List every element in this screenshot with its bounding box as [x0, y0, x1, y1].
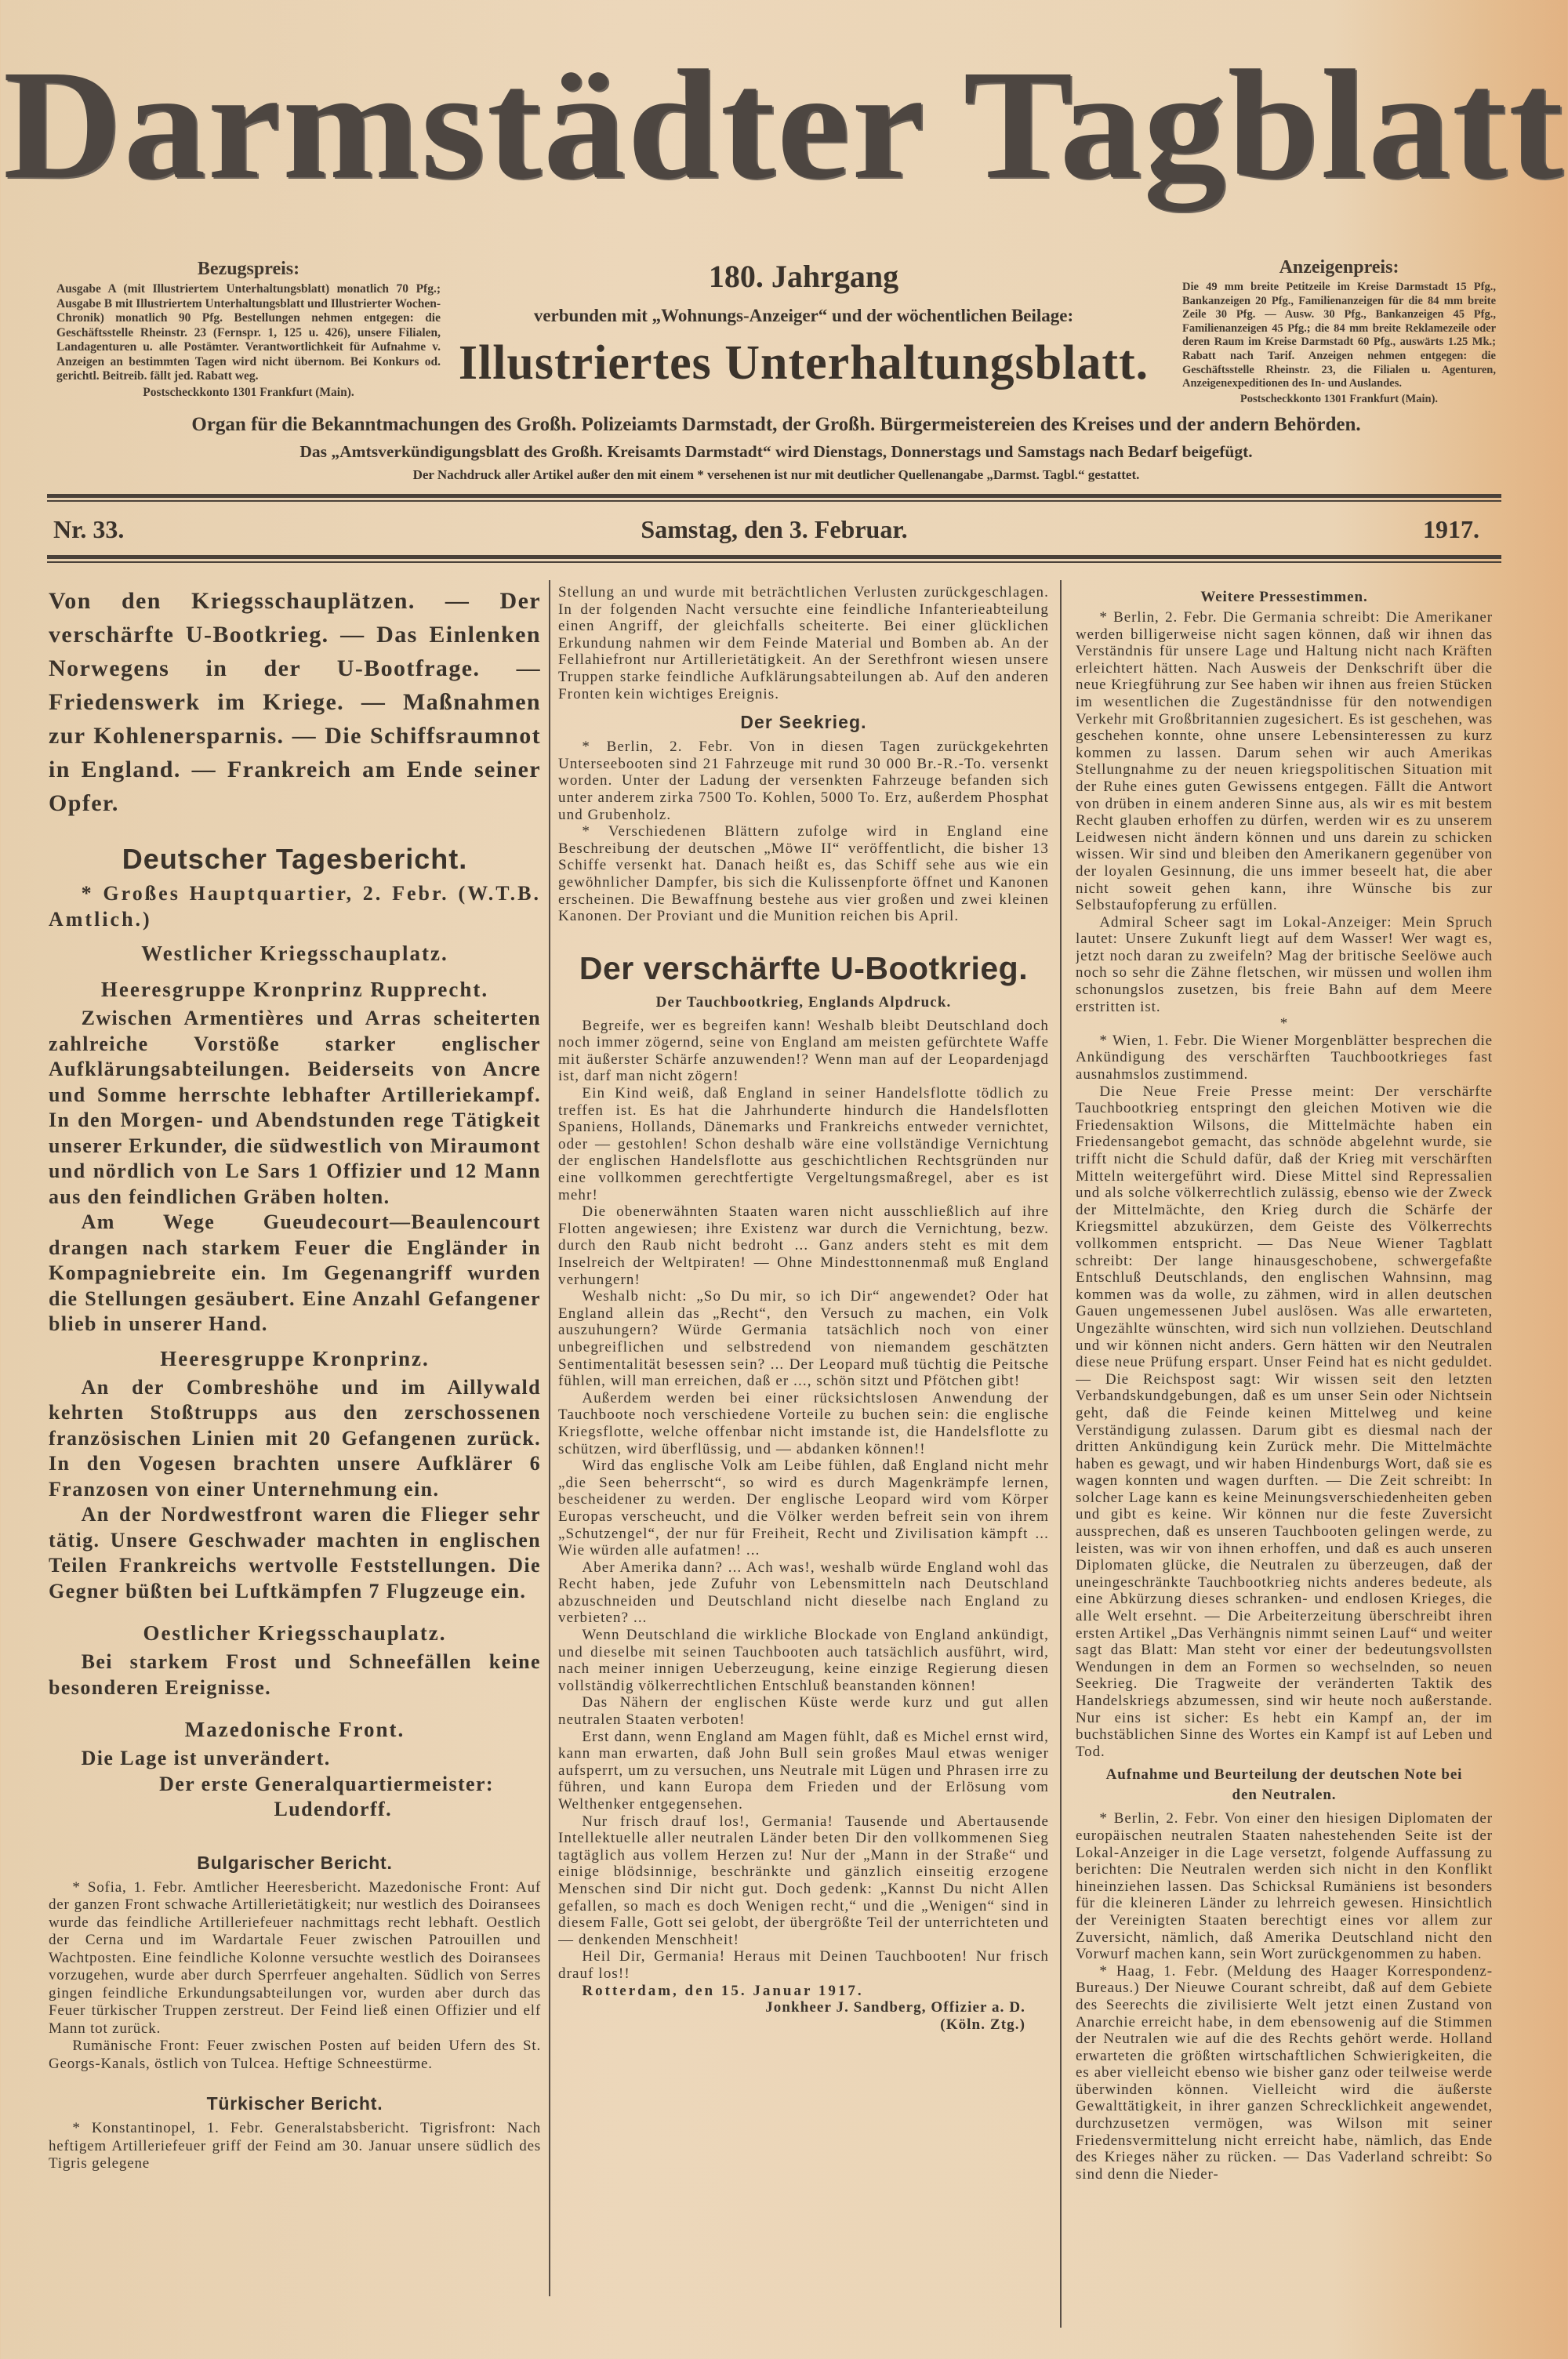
section-heading: Weitere Pressestimmen.: [1200, 589, 1368, 605]
paragraph: Admiral Scheer sagt im Lokal-Anzeiger: Mein Spruch lautet: Unsere Zukunft liegt auf dem Wasser! Wer wagt es, jetzt noch daran zu zweifeln? Mag der britische Seelöwe auch noch so sehr die Zähne fletschen, wir müssen und wollen ihm schonungslos zusetzen, bis freie Bahn auf dem Meere erstritten ist.: [1076, 913, 1493, 1015]
column-divider: [549, 580, 550, 2296]
advertising-heading: Anzeigenpreis:: [1279, 257, 1399, 278]
column-2: [558, 584, 1049, 2343]
paragraph: Erst dann, wenn England am Magen fühlt, daß es Michel ernst wird, kann man erwarten, daß John Bull sein großes Maul etwas weniger aufsperrt, um zu versuchen, uns Neutrale mit Lügen und Phrasen irre zu führen, und kann Europa dem Frieden und der Erlösung vom Welthenker entgegensehen.: [558, 1728, 1049, 1813]
newspaper-title: Darmstädter Tagblatt: [2, 38, 1566, 212]
issue-number: Nr. 33.: [53, 515, 125, 543]
section-heading: Westlicher Kriegsschauplatz.: [141, 942, 448, 965]
article-headline: Deutscher Tagesbericht.: [122, 843, 468, 875]
official-gazette-line: Das „Amtsverkündigungsblatt des Großh. Kreisamts Darmstadt“ wird Dienstags, Donnerstags und Samstags nach Bedarf beigefügt.: [299, 442, 1253, 461]
separator-star: *: [1279, 1015, 1289, 1033]
article-headline: Der verschärfte U-Bootkrieg.: [579, 949, 1029, 986]
volume-year: 180. Jahrgang: [708, 259, 899, 294]
advertising-text: Die 49 mm breite Petitzeile im Kreise Darmstadt 15 Pfg., Bankanzeigen 20 Pfg., Familienanzeigen für die 84 mm breite Zeile 30 Pfg. — Ausw. 30 Pfg., Bankanzeigen 45 Pfg., Familienanzeigen 45 Pfg.; die 84 mm breite Reklamezeile oder deren Raum im Kreise Darmstadt 60 Pfg., auswärts 1.25 Mk.; Rabatt nach Tarif. Anzeigen nehmen entgegen: die Geschäftsstelle Rheinstr. 23, die Filialen u. Agenturen, Anzeigenexpeditionen des In- und Auslandes.: [1182, 281, 1496, 390]
section-heading: Oestlicher Kriegsschauplatz.: [143, 1621, 447, 1645]
signer-title: Der erste Generalquartiermeister:: [159, 1772, 494, 1795]
paragraph: Heil Dir, Germania! Heraus mit Deinen Tauchbooten! Nur frisch drauf los!!: [558, 1948, 1049, 1982]
paragraph: * Verschiedenen Blättern zufolge wird in England eine Beschreibung der deutschen „Möwe II“ veröffentlicht, die bisher 13 Schiffe versenkt hat. Danach heißt es, das Schiff sehe aus wie ein gewöhnlicher Dampfer, bis sich die Kulissenpforte öffnet und Kanonen erscheinen. Die Bewaffnung bestehe aus vier großen und zwei kleinen Kanonen. Der Proviant und die Munition reichen bis April.: [558, 823, 1049, 925]
issue-year: 1917.: [1423, 515, 1479, 543]
paragraph: * Konstantinopel, 1. Febr. Generalstabsbericht. Tigrisfront: Nach heftigem Artilleriefeuer griff der Feind am 30. Januar unsere südlich des Tigris gelegene: [49, 2120, 541, 2172]
paragraph: * Berlin, 2. Febr. Von einer den hiesigen Diplomaten der europäischen neutralen Staaten nahestehenden Seite ist der Lokal-Anzeiger in die Lage versetzt, folgende Auffassung zu berichten: Die Neutralen werden sich nicht in den Konflikt hineinziehen lassen. Das Schicksal Rumäniens ist besonders für die kleineren Länder zu lehrreich gewesen. Hinsichtlich der Vereinigten Staaten berechtigt eines vor allem zur Zuversicht, nämlich, daß Amerika Deutschland nicht den Vorwurf machen kann, sein Wort zurückgenommen zu haben.: [1076, 1810, 1493, 1963]
paragraph: * Wien, 1. Febr. Die Wiener Morgenblätter besprechen die Ankündigung des verschärften Tauchbootkrieges fast ausnahmslos zustimmend.: [1076, 1032, 1493, 1083]
article-subheadline: Der Tauchbootkrieg, Englands Alpdruck.: [655, 993, 952, 1011]
issue-date: Samstag, den 3. Februar.: [641, 515, 908, 543]
paragraph: Das Nähern der englischen Küste werde kurz und gut allen neutralen Staaten verboten!: [558, 1694, 1049, 1729]
paragraph: Am Wege Gueudecourt—Beaulencourt drangen nach starkem Feuer die Engländer in Kompagniebreite ein. Im Gegenangriff wurden die Stellungen gesäubert. Eine Anzahl Gefangener blieb in unserer Hand.: [49, 1210, 541, 1335]
paragraph: * Haag, 1. Febr. (Meldung des Haager Korrespondenz-Bureaus.) Der Nieuwe Courant schreibt, daß auf dem Gebiete des Seerechts die zivilisierte Welt jetzt einen Zustand von Anarchie erreicht habe, in dem ebensowenig auf die Stimmen der Neutralen wie auf die des Rechts gehört werde. Holland erwarteten die größten wirtschaftlichen Schwierigkeiten, die es aber vielleicht ebenso wie bisher ganz oder teilweise werde überwinden können. Vielleicht wird die äußerste Gewalttätigkeit, in ihrer ganzen Schrecklichkeit angewendet, durchzusetzen vermögen, was Wilson mit seiner Friedensvermittelung nicht erreicht habe, nämlich, das Ende des Krieges näher zu rücken. — Das Vaderland schreibt: So sind denn die Nieder-: [1076, 1962, 1493, 2183]
paragraph: Wenn Deutschland die wirkliche Blockade von England ankündigt, und dieselbe mit seinen Tauchbooten auch tatsächlich ausführt, wird, nach meiner innigen Ueberzeugung, keine einzige Regierung diesen vollständig völkerrechtlichen Entschluß beanstanden können!: [558, 1627, 1049, 1694]
place-date: Rotterdam, den 15. Januar 1917.: [582, 1982, 864, 1999]
section-heading: Heeresgruppe Kronprinz Rupprecht.: [100, 978, 489, 1001]
top-rule: [47, 494, 1501, 502]
supplement-title: Illustriertes Unterhaltungsblatt.: [458, 336, 1149, 390]
reprint-notice: Der Nachdruck aller Artikel außer den mit einem * versehenen ist nur mit deutlicher Quellenangabe „Darmst. Tagbl.“ gestattet.: [412, 467, 1140, 482]
paragraph: * Berlin, 2. Febr. Von in diesen Tagen zurückgekehrten Unterseebooten sind 21 Fahrzeuge mit rund 30 000 Br.-R.-To. versenkt worden. Unter der Ladung der versenkten Fahrzeuge befanden sich unter anderem zirka 7500 To. Kohlen, 5000 To. Erz, außerdem Phosphat und Grubenholz.: [558, 739, 1049, 823]
subscription-text: Ausgabe A (mit Illustriertem Unterhaltungsblatt) monatlich 70 Pfg.; Ausgabe B mit Illustriertem Unterhaltungsblatt und Illustrierter Wochen-Chronik) monatlich 90 Pfg. Bestellungen nehmen entgegen: die Geschäftsstelle Rheinstr. 23 (Fernspr. 1, 125 u. 426), unsere Filialen, Landagenturen u. alle Postämter. Verantwortlichkeit für Aufnahme v. Anzeigen an bestimmten Tagen wird nicht übernom. Bei Konkurs od. gerichtl. Beitreib. fällt jed. Rabatt weg.: [56, 282, 441, 383]
paragraph: An der Combreshöhe und im Aillywald kehrten Stoßtrupps aus den zerschossenen französischen Linien mit 20 Gefangenen zurück. In den Vogesen brachten unsere Aufklärer 6 Franzosen von einer Unternehmung ein.: [49, 1375, 541, 1501]
section-heading: Aufnahme und Beurteilung der deutschen Note bei den Neutralen.: [1105, 1766, 1463, 1804]
paragraph: Stellung an und wurde mit beträchtlichen Verlusten zurückgeschlagen. In der folgenden Nacht versuchte eine feindliche Infanterieabteilung einen Angriff, der gleichfalls scheiterte. Bei einer glücklichen Erkundung nahmen wir dem Feinde Material und Bomben ab. An der Fellahiefront nur Artillerietätigkeit. An der Serethfront wiesen unsere Truppen starke feindliche Aufklärungsabteilungen ab. Auf den anderen Fronten kein wichtiges Ereignis.: [558, 584, 1049, 702]
paragraph: Wird das englische Volk am Leibe fühlen, daß England nicht mehr „die Seen beherrscht“, so wird es durch Magenkrämpfe lernen, bescheidener zu werden. Der englische Leopard wird vom Körper Europas verscheucht, und die Völker werden befreit sein von ihrem „Schutzengel“, der nur für Freiheit, Recht und Zivilisation kämpft ... Wie würden alle aufatmen! ...: [558, 1457, 1049, 1559]
column-3: [1076, 584, 1493, 2343]
subscription-price-box: [56, 259, 441, 400]
dateline: * Großes Hauptquartier, 2. Febr. (W.T.B. Amtlich.): [49, 882, 541, 931]
bottom-rule: [47, 555, 1501, 563]
advertising-account: Postscheckkonto 1301 Frankfurt (Main).: [1240, 392, 1439, 405]
section-heading: Mazedonische Front.: [184, 1718, 405, 1741]
paragraph: Begreife, wer es begreifen kann! Weshalb bleibt Deutschland doch noch immer zögernd, seine von England am meisten gefürchtete Waffe mit äußerster Schärfe anzuwenden!? Wenn man auf der Leopardenjagd ist, darf man nicht zögern!: [558, 1017, 1049, 1085]
article-headline: Türkischer Bericht.: [206, 2093, 383, 2114]
paragraph: Aber Amerika dann? ... Ach was!, weshalb würde England wohl das Recht haben, jede Zufuhr von Lebensmitteln nach Deutschland abzuschneiden und Deutschland nicht dieselbe nach England zu verbieten? ...: [558, 1559, 1049, 1627]
article-headline: Bulgarischer Bericht.: [197, 1852, 393, 1873]
supplement-line: verbunden mit „Wohnungs-Anzeiger“ und der wöchentlichen Beilage:: [533, 306, 1074, 325]
column-divider: [1060, 580, 1062, 2328]
contents-summary: Von den Kriegsschauplätzen. — Der verschärfte U-Bootkrieg. — Das Einlenken Norwegens in der U-Bootfrage. — Friedenswerk im Kriege. — Maßnahmen zur Kohlenersparnis. — Die Schiffsraumnot in England. — Frankreich am Ende seiner Opfer.: [49, 588, 541, 816]
section-heading: Der Seekrieg.: [740, 712, 867, 733]
organ-line: Organ für die Bekanntmachungen des Großh. Polizeiamts Darmstadt, der Großh. Bürgermeistereien des Kreises und der andern Behörden.: [191, 414, 1361, 435]
source: (Köln. Ztg.): [940, 2016, 1025, 2033]
section-heading: Heeresgruppe Kronprinz.: [160, 1346, 430, 1370]
paragraph: Bei starkem Frost und Schneefällen keine besonderen Ereignisse.: [49, 1650, 541, 1699]
paragraph: Die obenerwähnten Staaten waren nicht ausschließlich auf ihre Flotten angewiesen; ihre Existenz war durch die Vernichtung, bezw. durch den Raub nicht bedroht ... Ganz anders steht es mit dem Inselreich der Weltpiraten! — Ohne Mindesttonnenmaß muß England verhungern!: [558, 1203, 1049, 1288]
author: Jonkheer J. Sandberg, Offizier a. D.: [765, 1999, 1025, 2016]
column-1: [49, 584, 541, 2343]
paragraph: Weshalb nicht: „So Du mir, so ich Dir“ angewendet? Oder hat England allein das „Recht“, den Versuch zu machen, ein Volk auszuhungern? Würde Germania tatsächlich noch von einer unbegreiflichen und selbstredend von niemandem geschätzten Sentimentalität besessen sein? ... Der Leopard muß tüchtig die Peitsche fühlen, will man erreichen, daß er ..., schön sitzt und Pfötchen gibt!: [558, 1288, 1049, 1390]
paragraph: Die Lage ist unverändert.: [81, 1747, 331, 1769]
paragraph: Rumänische Front: Feuer zwischen Posten auf beiden Ufern des St. Georgs-Kanals, östlich von Tulcea. Heftige Schneestürme.: [49, 2038, 541, 2072]
paragraph: Nur frisch drauf los!, Germania! Tausende und Abertausende Intellektuelle aller neutralen Länder beten Dir den vollkommenen Sieg tagtäglich aus vollem Herzen zu! Nur der „Mann in der Straße“ und einige blödsinnige, beschränkte und gänzlich einseitig erzogene Menschen sind Dir nicht gut. Doch gedenk: „Kannst Du nicht Allen gefallen, so mach es doch Wenigen recht,“ und die „Wenigen“ sind in diesem Falle, Gott sei gelobt, der übergrößte Teil der unterrichteten und — denkenden Menschheit!: [558, 1813, 1049, 1948]
signer-name: Ludendorff.: [274, 1798, 392, 1820]
paragraph: Die Neue Freie Presse meint: Der verschärfte Tauchbootkrieg entspringt den gleichen Motiven wie die Friedensaktion Wilsons, die Mittelmächte haben ein Friedensangebot gemacht, das schnöde abgelehnt wurde, sie trifft nicht die Schuld dafür, daß der Krieg mit verschärften Mitteln weitergeführt wird. Diese Mittel sind Repressalien und als solche völkerrechtlich zulässig, ebenso wie der Zweck der Mittelmächte, den Krieg durch die Schärfe der Kriegsmittel abzukürzen, dem Geiste des Völkerrechts vollkommen entspricht. — Das Neue Wiener Tagblatt schreibt: Der lange hinausgeschobene, schwergefaßte Entschluß Deutschlands, den englischen Wahnsinn, mag kommen was da wolle, zu zähmen, wird in allen deutschen Gauen ungemessenen Jubel auslösen. Was alle erwarteten, Ungezählte wünschten, wird sich nun vollziehen. Deutschland und wir können nicht anders. Gern hätten wir den Neutralen diese neue Prüfung erspart. Unser Feind hat es nicht geduldet. — Die Reichspost sagt: Wir wissen seit den letzten Verbandskundgebungen, daß es um unser Sein oder Nichtsein geht, daß die Feinde keinen Mittelweg und keine Verständigung zulassen. Darum gibt es diesmal nach der dritten Ankündigung kein Zurück mehr. Die Mittelmächte haben es gewagt, und wir haben Hindenburgs Wort, daß sie es wagen konnten und wagen durften. — Die Zeit schreibt: In solcher Lage kann es keine Meinungsverschiedenheiten geben und gibt es keine. Wir können nur die feste Zuversicht aussprechen, daß es unseren Tauchbooten gelingen werde, zu leisten, was wir von ihnen erhoffen, und daß es auch unseren Diplomaten glücke, die Neutralen zu überzeugen, daß der uneingeschränkte Tauchbootkrieg nichts anderes bedeute, als eine Abkürzung dieses schranken- und endlosen Krieges, die alle Welt ersehnt. — Die Arbeiterzeitung überschreibt ihren ersten Artikel „Das Verhängnis nimmt seinen Lauf“ und weiter sagt das Blatt: Man steht vor einer der bedeutungsvollsten Wendungen in dem an Formen so wechselnden, so neuen Seekrieg. Die Tragweite der veränderten Taktik des Handelskriegs abzumessen, sind wir heute noch außerstande. Nur eins ist sicher: Es hebt ein Kampf an, der im buchstäblichen Sinne des Wortes ein Kampf ist auf Leben und Tod.: [1076, 1083, 1493, 1760]
paragraph: Ein Kind weiß, daß England in seiner Handelsflotte tödlich zu treffen ist. Es hat die Jahrhunderte hindurch die Handelsflotten Spaniens, Hollands, Dänemarks und Frankreichs entweder vernichtet, oder — gestohlen! Schon deshalb wäre eine vollständige Vernichtung der englischen Handelsflotte aus geschichtlichen Rechtsgründen nur eine vollkommen gerechtfertigte Vergeltungsmaßregel, aber es ist mehr!: [558, 1085, 1049, 1203]
paragraph: An der Nordwestfront waren die Flieger sehr tätig. Unsere Geschwader machten in englischen Teilen Frankreichs wertvolle Feststellungen. Die Gegner büßten bei Luftkämpfen 7 Flugzeuge ein.: [49, 1503, 541, 1602]
advertising-price-box: [1182, 257, 1496, 406]
issue-date-row: [47, 510, 1501, 549]
paragraph: * Sofia, 1. Febr. Amtlicher Heeresbericht. Mazedonische Front: Auf der ganzen Front schwache Artillerietätigkeit; nur westlich des Doiransees wurde das feindliche Artilleriefeuer nachmittags recht lebhaft. Oestlich der Cerna und im Wardartale Feuer zwischen Patrouillen und Wachtposten. Eine feindliche Kolonne versuchte westlich des Doiransees vorzugehen, wurde aber durch Sperrfeuer angehalten. Südlich von Serres gingen feindliche Erkundungsabteilungen vor, wurden aber durch das Feuer türkischer Truppen zerstreut. Der Feind ließ einen Offizier und elf Mann tot zurück.: [49, 1878, 541, 2037]
paragraph: * Berlin, 2. Febr. Die Germania schreibt: Die Amerikaner werden billigerweise nicht sagen können, daß wir ihnen das Verständnis für unsere Lage und Haltung nicht nach Kräften erleichtert hätten. Nach Ausweis der Denkschrift über die neue Kriegführung zur See haben wir ihnen aus freien Stücken im wesentlichen die Zugeständnisse für den notwendigen Verkehr mit Großbritannien zugesichert. Es ist geschehen, was geschehen konnte, ohne unsere Lebensinteressen zu kurz kommen zu lassen. Darum sehen wir auch Amerikas Stellungnahme zu der neuen kriegspolitischen Situation mit der Ruhe eines guten Gewissens entgegen. Fällt die Antwort von drüben in einem anderen Sinne aus, als wir es mit bestem Recht glauben erhoffen zu dürfen, werden wir es zu unserem Leidwesen nicht ändern können und uns darein zu schicken wissen. Wir sind und bleiben den Amerikanern gegenüber von der loyalen Gesinnung, die uns immer beseelt hat, die aber nicht soweit gehen kann, ihre Wünsche bis zur Selbstaufopferung zu erfüllen.: [1076, 609, 1493, 914]
subscription-heading: Bezugspreis:: [197, 259, 300, 279]
paragraph: Zwischen Armentières und Arras scheiterten zahlreiche Vorstöße starker englischer Aufklärungsabteilungen. Beiderseits von Ancre und Somme herrschte lebhafter Artilleriekampf. In den Morgen- und Abendstunden rege Tätigkeit unserer Erkunder, die südwestlich von Miraumont und nördlich von Le Sars 1 Offizier und 12 Mann aus den feindlichen Gräben holten.: [49, 1007, 541, 1208]
paragraph: Außerdem werden bei einer rücksichtslosen Anwendung der Tauchboote noch verschiedene Vorteile zu buchen sein: die englische Kriegsflotte, welche offenbar nicht imstande ist, die Handelsflotte zu schützen, wird überflüssig, und — abdanken können!!: [558, 1389, 1049, 1457]
subscription-account: Postscheckkonto 1301 Frankfurt (Main).: [143, 385, 354, 399]
